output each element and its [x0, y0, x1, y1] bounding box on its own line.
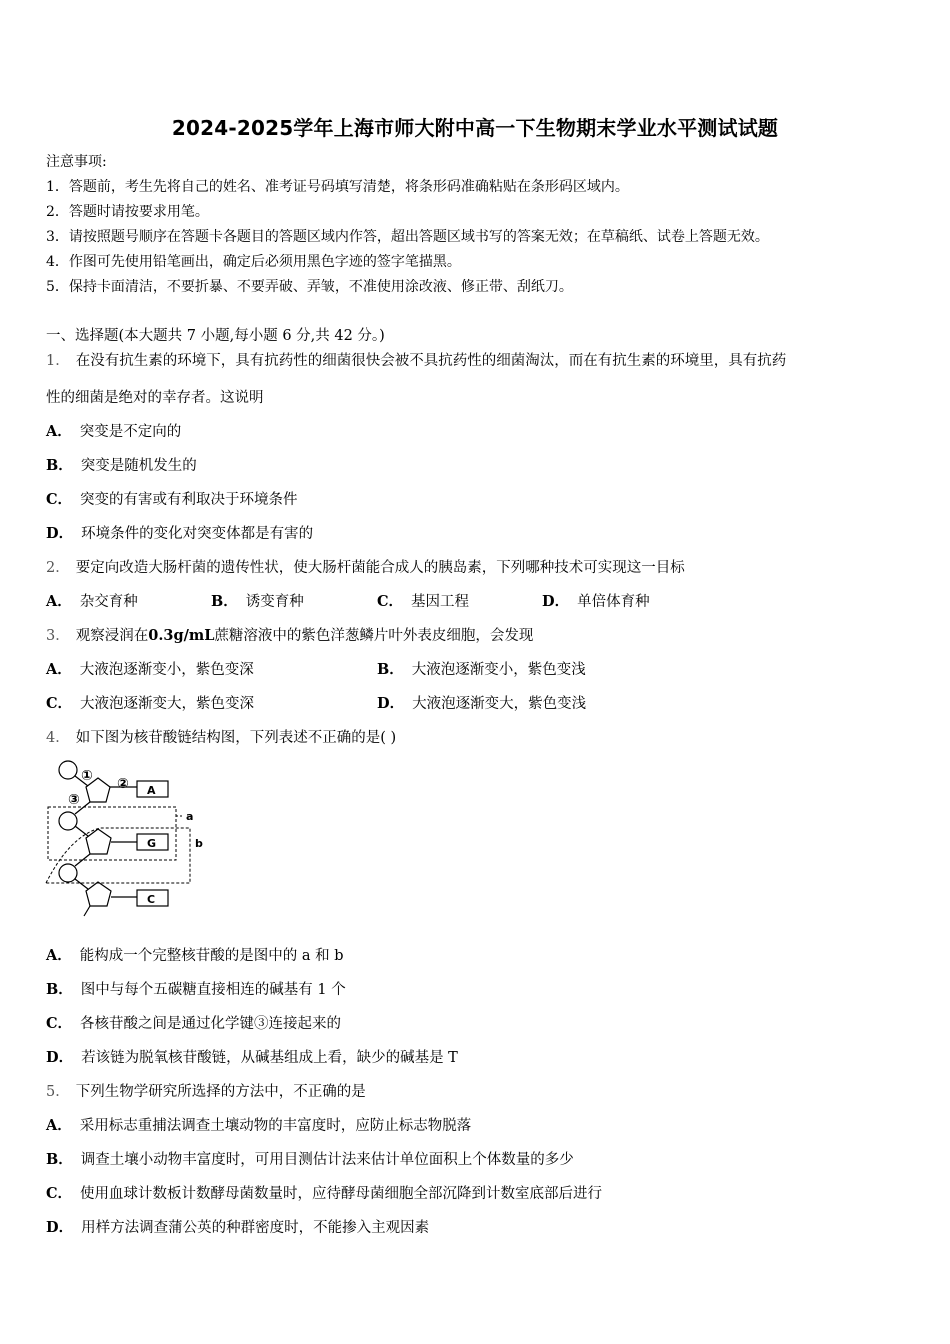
- option-c: [377, 593, 469, 611]
- option-a: [46, 661, 254, 679]
- option-label: C．: [46, 491, 73, 508]
- option-text: 使用血球计数板计数酵母菌数量时，应待酵母菌细胞全部沉降到计数室底部后进行: [80, 1186, 603, 1202]
- option-a: [46, 593, 138, 611]
- option-a: [46, 1117, 471, 1135]
- option-label: B．: [46, 981, 73, 998]
- box-label-a: a: [186, 810, 194, 823]
- bond-line: [75, 879, 88, 889]
- question-5-stem: [46, 1083, 366, 1101]
- box-label-b: b: [195, 837, 203, 850]
- option-text: 能构成一个完整核苷酸的是图中的 a 和 b: [79, 948, 344, 964]
- question-number: 3．: [46, 628, 70, 644]
- option-text: 突变的有害或有利取决于环境条件: [80, 492, 298, 508]
- option-text: 杂交育种: [79, 594, 138, 610]
- circled-label: ③: [68, 792, 80, 808]
- circled-label: ②: [117, 776, 129, 792]
- notice-item: 2．答题时请按要求用笔。: [46, 204, 209, 220]
- question-stem-text: 要定向改造大肠杆菌的遗传性状，使大肠杆菌能合成人的胰岛素，下列哪种技术可实现这一目标: [75, 560, 685, 576]
- notice-item: 4．作图可先使用铅笔画出，确定后必须用黑色字迹的签字笔描黑。: [46, 254, 461, 270]
- question-number: 4．: [46, 730, 70, 746]
- circled-label: ①: [81, 768, 93, 784]
- option-text: 大液泡逐渐变小，紫色变深: [79, 662, 254, 678]
- option-text: 调查土壤小动物丰富度时，可用目测估计法来估计单位面积上个体数量的多少: [80, 1152, 574, 1168]
- option-text: 单倍体育种: [577, 594, 650, 610]
- question-3-stem: [46, 627, 533, 645]
- option-label: D．: [542, 593, 570, 610]
- option-label: B．: [377, 661, 404, 678]
- option-c: [46, 1185, 602, 1203]
- option-d: [46, 1219, 429, 1237]
- option-d: [542, 593, 650, 611]
- bond-line: [75, 826, 88, 836]
- section-heading: 一、选择题(本大题共 7 小题,每小题 6 分,共 42 分。): [46, 328, 385, 344]
- option-text: 环境条件的变化对突变体都是有害的: [81, 526, 314, 542]
- question-number: 1．: [46, 353, 70, 369]
- question-1-stem: [46, 352, 786, 370]
- option-text: 突变是不定向的: [79, 424, 182, 440]
- option-text: 大液泡逐渐变大，紫色变深: [80, 696, 255, 712]
- option-text: 采用标志重捕法调查土壤动物的丰富度时，应防止标志物脱落: [79, 1118, 472, 1134]
- option-label: C．: [46, 695, 73, 712]
- question-stem-text: 下列生物学研究所选择的方法中，不正确的是: [75, 1084, 366, 1100]
- question-stem-text: 如下图为核苷酸链结构图，下列表述不正确的是( ): [75, 730, 397, 746]
- question-1-stem-cont: 性的细菌是绝对的幸存者。这说明: [46, 390, 264, 406]
- bond-line: [84, 906, 90, 916]
- phosphate-circle: [59, 812, 77, 830]
- base-label: G: [147, 837, 157, 850]
- option-text: 各核苷酸之间是通过化学键③连接起来的: [80, 1016, 342, 1032]
- option-label: C．: [46, 1185, 73, 1202]
- option-d: [46, 525, 313, 543]
- option-label: D．: [46, 1049, 74, 1066]
- option-label: D．: [377, 695, 405, 712]
- notice-item: 1．答题前，考生先将自己的姓名、准考证号码填写清楚，将条形码准确粘贴在条形码区域内。: [46, 179, 629, 195]
- option-text: 大液泡逐渐变大，紫色变浅: [412, 696, 587, 712]
- question-number: 5．: [46, 1084, 70, 1100]
- pentose-pentagon: [86, 882, 111, 906]
- option-text: 用样方法调查蒲公英的种群密度时，不能掺入主观因素: [81, 1220, 430, 1236]
- option-label: B．: [211, 593, 238, 610]
- option-text: 基因工程: [411, 594, 470, 610]
- option-d: [46, 1049, 458, 1067]
- option-label: A．: [46, 661, 72, 678]
- option-a: [46, 947, 344, 965]
- question-number: 2．: [46, 560, 70, 576]
- option-text: 若该链为脱氧核苷酸链，从碱基组成上看，缺少的碱基是 T: [81, 1050, 458, 1066]
- question-stem-text: 在没有抗生素的环境下，具有抗药性的细菌很快会被不具抗药性的细菌淘汰，而在有抗生素的环境里，具有抗药: [75, 353, 787, 369]
- option-label: B．: [46, 457, 73, 474]
- option-text: 诱变育种: [245, 594, 304, 610]
- option-a: [46, 423, 181, 441]
- phosphate-circle: [59, 761, 77, 779]
- question-stem-text: 蔗糖溶液中的紫色洋葱鳞片叶外表皮细胞，会发现: [214, 628, 534, 644]
- base-label: C: [147, 893, 156, 906]
- option-b: [46, 457, 197, 475]
- option-b: [46, 1151, 574, 1169]
- bond-line: [75, 854, 90, 866]
- option-c: [46, 491, 298, 509]
- option-label: C．: [46, 1015, 73, 1032]
- option-text: 图中与每个五碳糖直接相连的碱基有 1 个: [80, 982, 346, 998]
- concentration-value: 0.3g/mL: [148, 627, 215, 644]
- question-2-stem: [46, 559, 685, 577]
- notice-heading: 注意事项:: [46, 154, 107, 170]
- option-label: A．: [46, 1117, 72, 1134]
- phosphate-circle: [59, 864, 77, 882]
- option-c: [46, 695, 254, 713]
- option-label: C．: [377, 593, 404, 610]
- pentose-pentagon: [86, 829, 111, 854]
- page-title: 2024-2025学年上海市师大附中高一下生物期末学业水平测试试题: [171, 116, 779, 140]
- question-4-stem: [46, 729, 396, 747]
- notice-item: 3．请按照题号顺序在答题卡各题目的答题区域内作答，超出答题区域书写的答案无效；在草稿纸、试卷上答题无效。: [46, 229, 769, 245]
- notice-item: 5．保持卡面清洁，不要折暴、不要弄破、弄皱，不准使用涂改液、修正带、刮纸刀。: [46, 279, 573, 295]
- option-b: [377, 661, 586, 679]
- option-label: A．: [46, 593, 72, 610]
- option-b: [46, 981, 346, 999]
- option-label: D．: [46, 525, 74, 542]
- nucleotide-chain-figure: [40, 756, 220, 924]
- option-label: B．: [46, 1151, 73, 1168]
- option-c: [46, 1015, 341, 1033]
- option-label: A．: [46, 423, 72, 440]
- option-text: 突变是随机发生的: [80, 458, 197, 474]
- question-stem-text: 观察浸润在: [75, 628, 149, 644]
- option-label: D．: [46, 1219, 74, 1236]
- option-text: 大液泡逐渐变小，紫色变浅: [411, 662, 586, 678]
- option-b: [211, 593, 304, 611]
- base-label: A: [147, 784, 156, 797]
- option-d: [377, 695, 586, 713]
- option-label: A．: [46, 947, 72, 964]
